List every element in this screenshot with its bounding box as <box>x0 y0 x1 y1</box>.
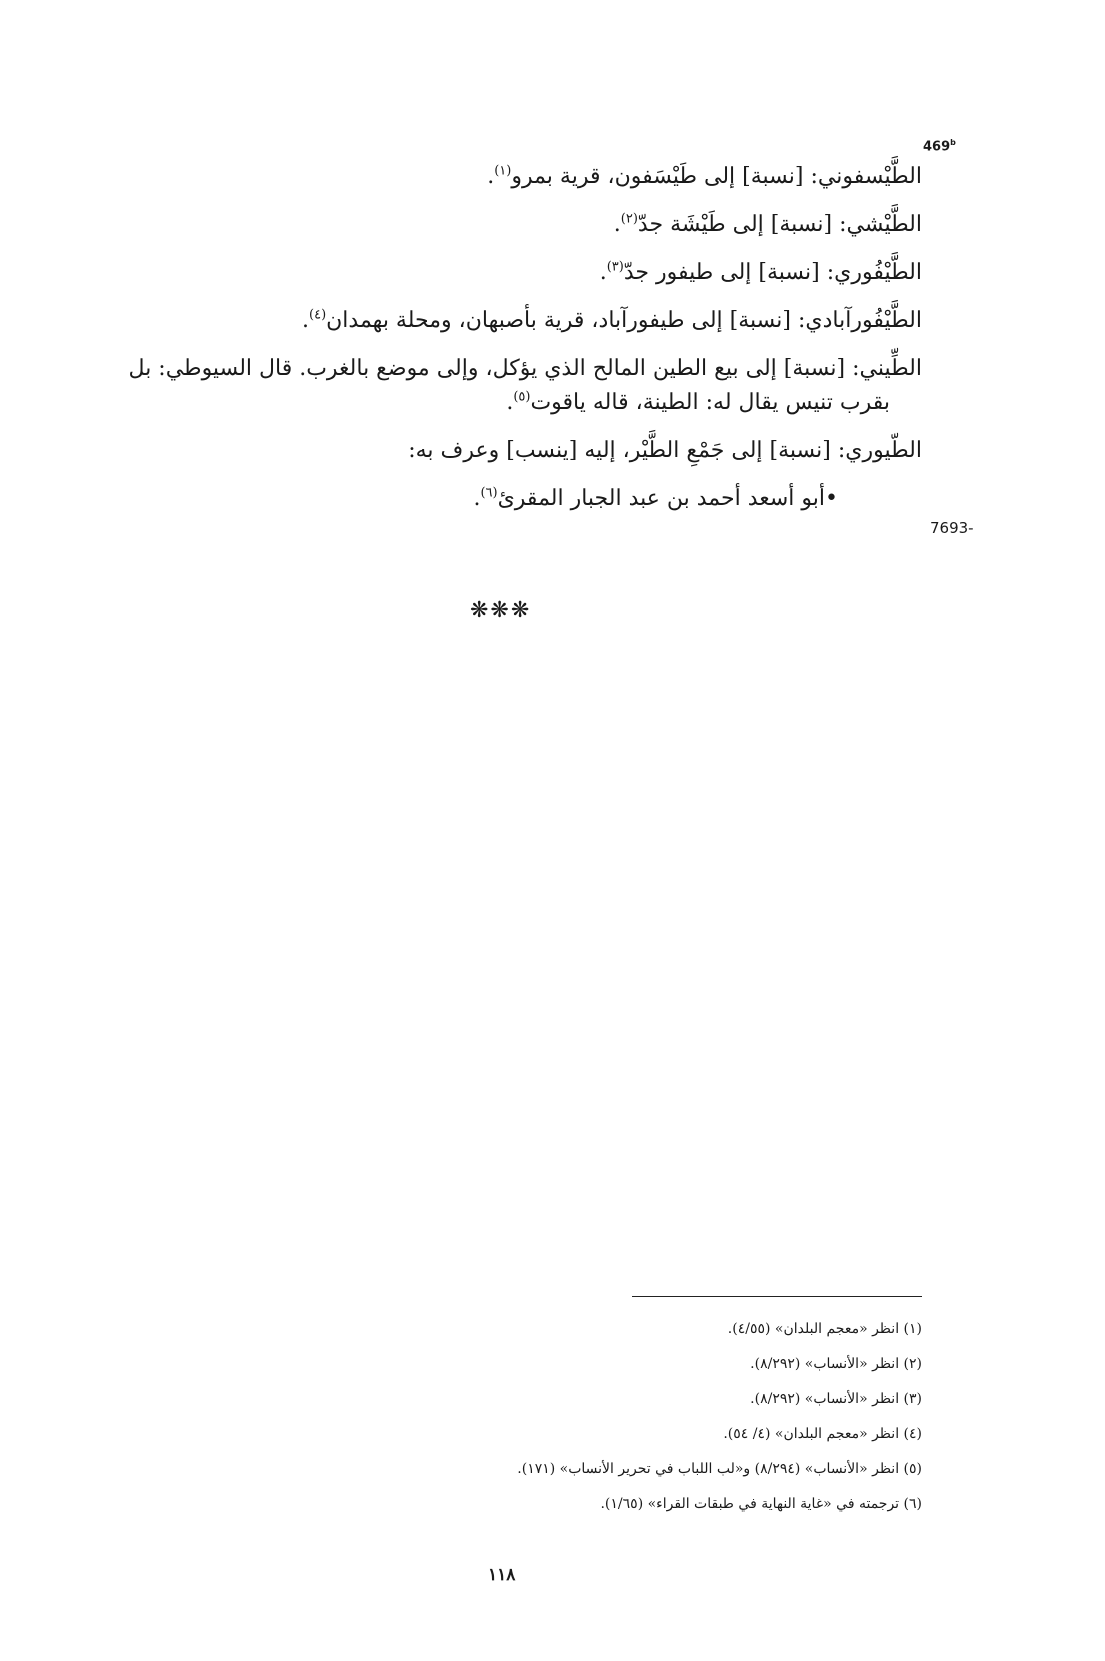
section-divider: ❋❋❋ <box>470 598 532 623</box>
entry-text: الطَّيْفُوري: [نسبة] إلى طيفور جدّ <box>623 260 922 285</box>
folio-number: 469 <box>923 139 951 155</box>
footnote: (٦) ترجمته في «غاية النهاية في طبقات القراء» (١/٦٥). <box>600 1496 922 1512</box>
footnote-ref[interactable]: (٤) <box>309 307 327 323</box>
entry <box>80 434 922 468</box>
person-entry <box>80 482 922 516</box>
footnote: (٥) انظر «الأنساب» (٨/٢٩٤) و«لب اللباب في تحرير الأنساب» (١٧١). <box>517 1461 922 1477</box>
footnote: (٢) انظر «الأنساب» (٨/٢٩٢). <box>750 1356 922 1372</box>
person-name: أبو أسعد أحمد بن عبد الجبار المقرئ <box>497 486 826 511</box>
main-text <box>80 160 922 530</box>
footnote-ref[interactable]: (٢) <box>620 211 638 227</box>
entry <box>80 304 922 338</box>
bullet: • <box>825 486 838 511</box>
entry-text: الطَّيْسفوني: [نسبة] إلى طَيْسَفون، قرية بمرو <box>511 164 922 189</box>
footnote: (٣) انظر «الأنساب» (٨/٢٩٢). <box>750 1391 922 1407</box>
entry-end: . <box>599 260 607 285</box>
entry-text: الطِّيني: [نسبة] إلى بيع الطين المالح الذي يؤكل، وإلى موضع بالغرب. قال السيوطي: بل <box>128 356 922 381</box>
entry-end: . <box>302 308 309 333</box>
entry <box>80 208 922 242</box>
footnote: (١) انظر «معجم البلدان» (٤/٥٥). <box>727 1321 922 1337</box>
entry-end: . <box>506 390 514 415</box>
entry-text: الطّيوري: [نسبة] إلى جَمْعِ الطَّيْر، إليه [ينسب] وعرف به: <box>408 438 922 463</box>
footnote-ref[interactable]: (٣) <box>606 259 624 275</box>
footnotes <box>300 1312 922 1522</box>
footnote-ref[interactable]: (٥) <box>513 389 531 405</box>
footnote: (٤) انظر «معجم البلدان» (٤/ ٥٤). <box>723 1426 922 1442</box>
entry-end: . <box>613 212 621 237</box>
footnote-ref[interactable]: (٦) <box>480 485 498 501</box>
footnote-ref[interactable]: (١) <box>494 163 512 179</box>
entry-end: . <box>487 164 495 189</box>
entry-number: 7693- <box>930 519 974 537</box>
entry <box>80 352 922 386</box>
entry-text: بقرب تنيس يقال له: الطينة، قاله ياقوت <box>530 390 890 415</box>
entry <box>80 256 922 290</box>
entry-text: الطَّيْشي: [نسبة] إلى طَيْشَة جدّ <box>637 212 922 237</box>
entry-end: . <box>473 486 481 511</box>
folio-suffix: b <box>950 138 956 147</box>
entry-continuation <box>80 386 922 420</box>
entry-text: الطَّيْفُورآبادي: [نسبة] إلى طيفورآباد، قرية بأصبهان، ومحلة بهمدان <box>326 308 922 333</box>
folio-marker <box>923 138 956 154</box>
page-number: ١١٨ <box>488 1565 516 1585</box>
footnote-rule <box>632 1296 922 1297</box>
entry <box>80 160 922 194</box>
